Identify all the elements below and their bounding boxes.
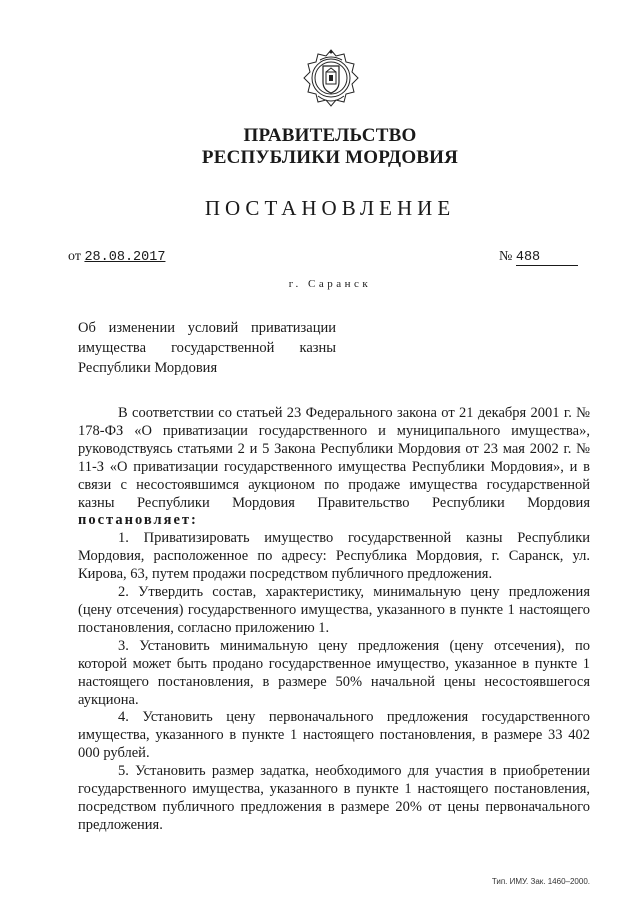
clause-1: 1. Приватизировать имущество государственной казны Республики Мордовия, расположенное по адресу: Республика Мордовия, г. Саранск, ул. Кирова, 63, путем продажи посредством публичного предложения. [78, 530, 590, 583]
preamble-text: В соответствии со статьей 23 Федерального закона от 21 декабря 2001 г. № 178-ФЗ «О приватизации государственного и муниципального имущества», руководствуясь статьями 2 и 5 Закона Республики Мордовия от 23 мая 2002 г. № 11-З «О приватизации государственного имущества Республики Мордовия», и в связи с несостоявшимся аукционом по продаже имущества государственной казны Республики Мордовия Правительство Республики Мордовия [78, 405, 590, 511]
number-prefix: № [499, 249, 513, 264]
government-title-line1: ПРАВИТЕЛЬСТВО [243, 125, 417, 146]
decree-word: постановляет: [78, 512, 198, 529]
document-date: 28.08.2017 [84, 250, 166, 265]
date-prefix: от [68, 249, 81, 264]
city-line: г. Саранск [288, 278, 372, 290]
government-title-line2: РЕСПУБЛИКИ МОРДОВИЯ [201, 147, 459, 168]
number-line [499, 249, 578, 266]
document-number: 488 [516, 250, 578, 266]
subject-line1: Об изменении условий приватизации [78, 320, 336, 336]
document-subject [78, 318, 336, 378]
preamble-paragraph [78, 405, 590, 530]
coat-of-arms-icon [296, 46, 366, 112]
print-note: Тип. ИМУ. Зак. 1460–2000. [491, 877, 590, 886]
clause-3: 3. Установить минимальную цену предложения (цену отсечения), по которой может быть продано государственное имущество, указанное в пункте 1 настоящего постановления, в размере 50% начальной цены несостоявшегося аукциона. [78, 637, 590, 708]
clause-2: 2. Утвердить состав, характеристику, минимальную цену предложения (цену отсечения) государственного имущества, указанного в пункте 1 настоящего постановления, согласно приложению 1. [78, 584, 590, 636]
clause-4: 4. Установить цену первоначального предложения государственного имущества, указанного в пункте 1 настоящего постановления, в размере 33 402 000 рублей. [78, 709, 590, 762]
subject-line2: имущества государственной казны [78, 340, 336, 356]
document-body [78, 405, 590, 835]
document-type-title: ПОСТАНОВЛЕНИЕ [204, 196, 456, 220]
date-line [68, 249, 165, 265]
subject-line3: Республики Мордовия [78, 360, 218, 376]
clause-5: 5. Установить размер задатка, необходимого для участия в приобретении государственного имущества, указанного в пункте 1 настоящего постановления, посредством публичного предложения в размере 20% от цены первоначального предложения. [78, 763, 590, 833]
